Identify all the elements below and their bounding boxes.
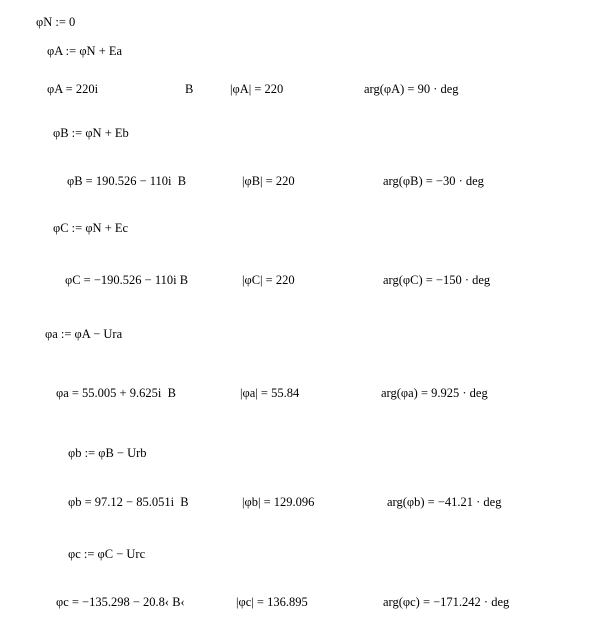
phiA-value: φA = 220i [47, 82, 99, 96]
phia-value: φa = 55.005 + 9.625i B [56, 386, 176, 400]
phiB-value: φB = 190.526 − 110i B [67, 174, 187, 188]
phiA-argument: arg(φA) = 90 · deg [364, 82, 459, 96]
phiC-value: φC = −190.526 − 110i B [65, 273, 189, 287]
phia-magnitude: |φa| = 55.84 [240, 386, 300, 400]
phiA-definition: φA := φN + Ea [47, 44, 123, 58]
phiC-definition: φC := φN + Ec [53, 221, 129, 235]
phia-definition: φa := φA − Ura [45, 327, 123, 341]
phib-magnitude: |φb| = 129.096 [242, 495, 315, 509]
phiA-unit: B [185, 82, 194, 96]
phic-magnitude: |φc| = 136.895 [236, 595, 308, 609]
phiN-definition: φN := 0 [36, 15, 76, 29]
phib-argument: arg(φb) = −41.21 · deg [387, 495, 502, 509]
phib-value: φb = 97.12 − 85.051i B [68, 495, 189, 509]
phic-value: φc = −135.298 − 20.8‹ B‹ [56, 595, 185, 609]
phic-argument: arg(φc) = −171.242 · deg [383, 595, 510, 609]
phiB-argument: arg(φB) = −30 · deg [383, 174, 484, 188]
phic-definition: φc := φC − Urc [68, 547, 146, 561]
phia-argument: arg(φa) = 9.925 · deg [381, 386, 488, 400]
phiB-definition: φB := φN + Eb [53, 126, 129, 140]
phiA-magnitude: |φA| = 220 [230, 82, 284, 96]
phiB-magnitude: |φB| = 220 [242, 174, 295, 188]
phib-definition: φb := φB − Urb [68, 446, 147, 460]
phiC-argument: arg(φC) = −150 · deg [383, 273, 491, 287]
phiC-magnitude: |φC| = 220 [242, 273, 295, 287]
